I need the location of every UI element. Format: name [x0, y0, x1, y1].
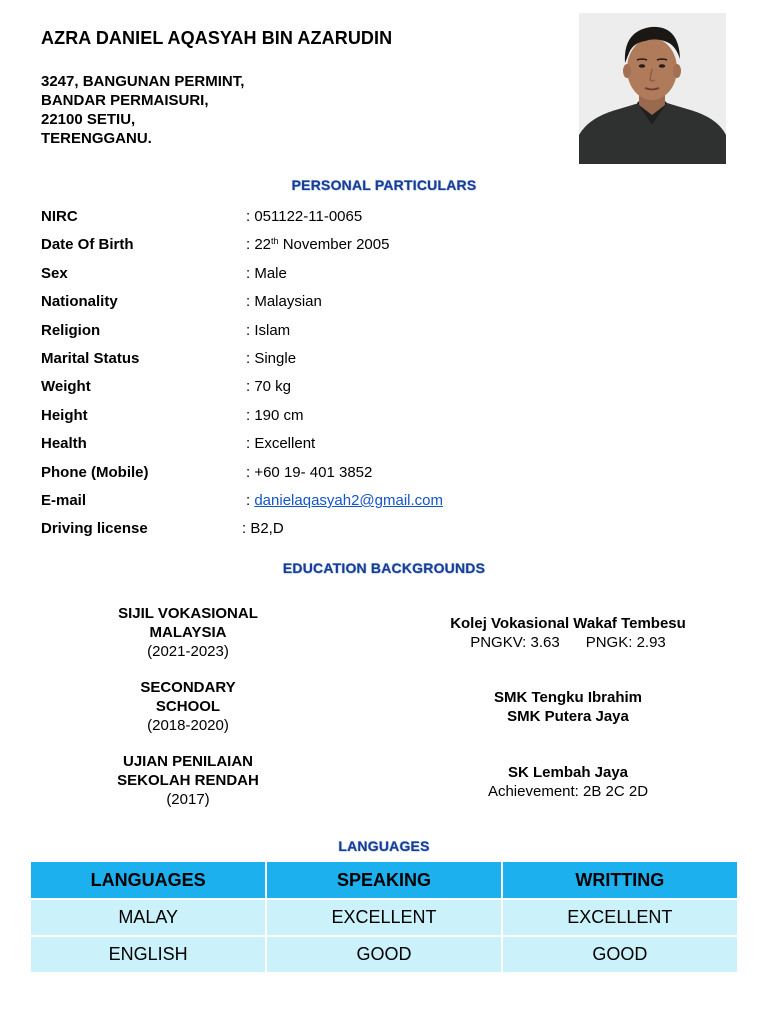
education-institution-primary	[418, 763, 718, 801]
row-value	[246, 236, 389, 253]
row-value: : +60 19- 401 3852	[246, 464, 373, 481]
applicant-name: AZRA DANIEL AQASYAH BIN AZARUDIN	[41, 28, 393, 48]
column-header-writting: WRITTING	[502, 862, 737, 899]
row-value: : B2,D	[242, 520, 284, 537]
email-link[interactable]: danielaqasyah2@gmail.com	[254, 492, 444, 509]
table-cell: GOOD	[266, 936, 501, 973]
pngkv-value: PNGKV: 3.63	[470, 634, 560, 651]
qualification-title-line: MALAYSIA	[149, 624, 227, 641]
dob-day: : 22	[246, 236, 272, 253]
row-label: Sex	[41, 265, 68, 282]
row-value: : 190 cm	[246, 407, 304, 424]
profile-photo-illustration	[579, 13, 726, 164]
row-value: : Male	[246, 265, 287, 282]
education-heading: EDUCATION BACKGROUNDS	[282, 560, 486, 576]
dob-month-year: November 2005	[278, 236, 390, 253]
row-value: : 051122-11-0065	[246, 208, 363, 225]
address-line: 22100 SETIU,	[41, 111, 136, 128]
qualification-title-line: SIJIL VOKASIONAL	[118, 605, 258, 622]
qualification-years: (2018-2020)	[147, 717, 229, 734]
languages-table	[31, 862, 737, 974]
achievement-line: Achievement: 2B 2C 2D	[487, 783, 649, 800]
row-value: : Single	[246, 350, 297, 367]
table-header-row	[31, 862, 737, 899]
column-header-languages: LANGUAGES	[31, 862, 266, 899]
table-row	[31, 899, 737, 936]
institution-name: SK Lembah Jaya	[507, 764, 629, 781]
row-label: Date Of Birth	[41, 236, 134, 253]
qualification-years: (2017)	[166, 791, 210, 808]
address-block	[41, 72, 244, 148]
pngk-value: PNGK: 2.93	[585, 634, 666, 651]
qualification-title-line: SCHOOL	[155, 698, 221, 715]
dob-ordinal-suffix: th	[271, 236, 279, 246]
languages-heading: LANGUAGES	[338, 838, 430, 854]
column-header-speaking: SPEAKING	[266, 862, 501, 899]
row-value: : Excellent	[246, 435, 316, 452]
qualification-title-line: SEKOLAH RENDAH	[117, 772, 259, 789]
education-qualification-upsr	[88, 752, 288, 809]
institution-name: SMK Tengku Ibrahim	[493, 689, 643, 706]
qualification-years: (2021-2023)	[147, 643, 229, 660]
table-cell: GOOD	[502, 936, 737, 973]
table-cell: EXCELLENT	[502, 899, 737, 936]
education-qualification-svm	[88, 604, 288, 661]
education-qualification-secondary	[88, 678, 288, 735]
row-label: Weight	[41, 378, 91, 395]
row-label: Height	[41, 407, 88, 424]
row-value: : 70 kg	[246, 378, 292, 395]
institution-name: SMK Putera Jaya	[507, 708, 629, 725]
row-label: E-mail	[41, 492, 87, 509]
education-institution-kolej	[418, 614, 718, 652]
address-line: BANDAR PERMAISURI,	[41, 92, 209, 109]
table-cell: MALAY	[31, 899, 266, 936]
profile-photo	[579, 13, 726, 164]
personal-particulars-heading: PERSONAL PARTICULARS	[291, 177, 477, 193]
row-value: : Islam	[246, 322, 291, 339]
row-label: Religion	[41, 322, 101, 339]
grade-line	[418, 633, 718, 652]
row-label: Phone (Mobile)	[41, 464, 149, 481]
row-label: Marital Status	[41, 350, 140, 367]
table-cell: ENGLISH	[31, 936, 266, 973]
row-label: Health	[41, 435, 87, 452]
row-value	[246, 492, 443, 509]
institution-name: Kolej Vokasional Wakaf Tembesu	[450, 615, 686, 632]
row-label: Driving license	[41, 520, 148, 537]
row-label: Nationality	[41, 293, 118, 310]
qualification-title-line: SECONDARY	[140, 679, 236, 696]
qualification-title-line: UJIAN PENILAIAN	[122, 753, 253, 770]
row-label: NIRC	[41, 208, 78, 225]
table-cell: EXCELLENT	[266, 899, 501, 936]
address-line: TERENGGANU.	[41, 130, 152, 147]
row-value: : Malaysian	[246, 293, 322, 310]
address-line: 3247, BANGUNAN PERMINT,	[41, 73, 245, 90]
education-institution-secondary	[418, 688, 718, 726]
email-colon: :	[246, 492, 255, 509]
table-row	[31, 936, 737, 973]
